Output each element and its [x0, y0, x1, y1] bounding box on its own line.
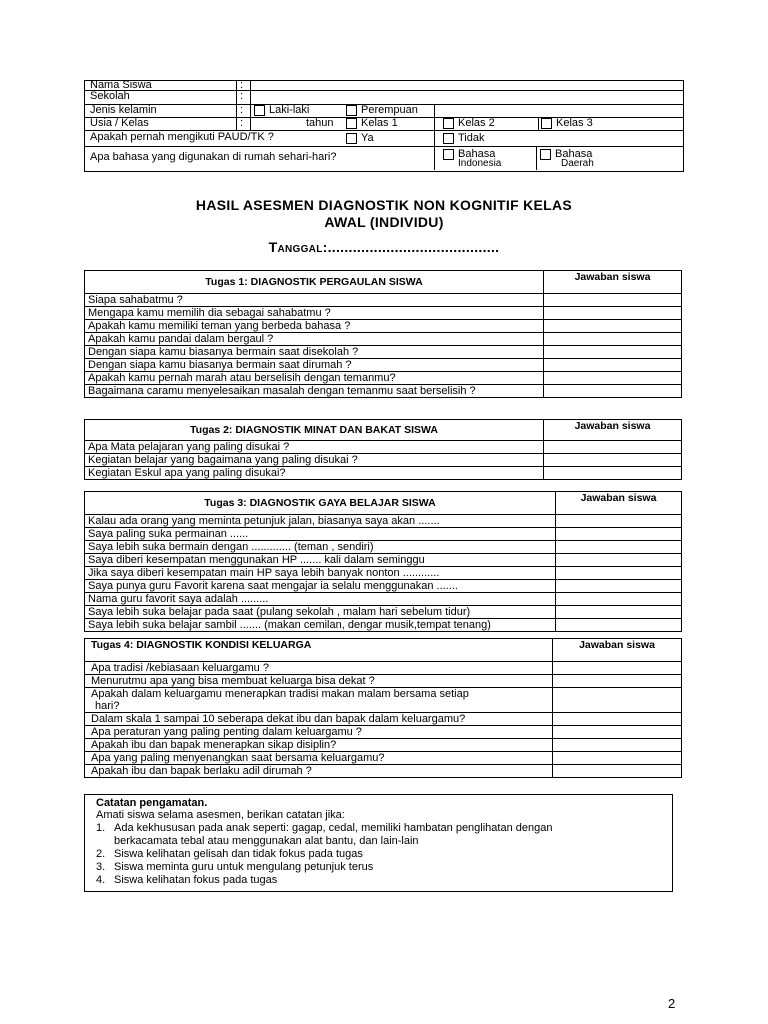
option-bahasa-daerah[interactable]: Bahasa: [540, 148, 592, 160]
catatan-item-number: 1.: [96, 822, 106, 834]
label-daerah: Daerah: [561, 158, 594, 169]
option-tidak[interactable]: Tidak: [443, 132, 485, 144]
catatan-intro: Amati siswa selama asesmen, berikan catatan jika:: [96, 809, 345, 821]
question-row: [85, 726, 682, 739]
question-text: Menurutmu apa yang bisa membuat keluarga bisa dekat ?: [85, 675, 553, 688]
question-row: [85, 619, 682, 632]
answer-cell[interactable]: [553, 739, 682, 752]
answer-header: Jawaban siswa: [544, 420, 682, 441]
answer-cell[interactable]: [544, 441, 682, 454]
question-text: Apa yang paling menyenangkan saat bersama keluargamu?: [85, 752, 553, 765]
checkbox-kelas-1[interactable]: [346, 118, 357, 129]
question-text: Apakah kamu pandai dalam bergaul ?: [85, 333, 544, 346]
question-text: Kalau ada orang yang meminta petunjuk jalan, biasanya saya akan .......: [85, 515, 556, 528]
answer-cell[interactable]: [553, 700, 682, 713]
colon: :: [240, 90, 244, 102]
colon: :: [240, 79, 244, 91]
label-usia-kelas: Usia / Kelas: [90, 117, 149, 129]
catatan-item-number: 4.: [96, 874, 106, 886]
catatan-box: [84, 794, 673, 892]
tugas4-table: [84, 638, 682, 778]
checkbox-kelas-2[interactable]: [443, 118, 454, 129]
question-row: [85, 554, 682, 567]
question-row: [85, 467, 682, 480]
label-nama-siswa: Nama Siswa: [90, 79, 152, 91]
answer-cell[interactable]: [544, 372, 682, 385]
tugas3-table: [84, 491, 682, 632]
catatan-item: [96, 848, 666, 861]
answer-cell[interactable]: [556, 580, 682, 593]
answer-cell[interactable]: [556, 541, 682, 554]
question-row: [85, 752, 682, 765]
catatan-item-line: Ada kekhususan pada anak seperti: gagap, cedal, memiliki hambatan penglihatan dengan: [114, 822, 553, 834]
question-text: Dalam skala 1 sampai 10 seberapa dekat ibu dan bapak dalam keluargamu?: [85, 713, 553, 726]
question-text: Apakah ibu dan bapak berlaku adil dirumah ?: [85, 765, 553, 778]
checkbox-bahasa-indonesia[interactable]: [443, 149, 454, 160]
answer-cell[interactable]: [556, 567, 682, 580]
answer-cell[interactable]: [544, 294, 682, 307]
answer-cell[interactable]: [544, 454, 682, 467]
answer-cell[interactable]: [556, 606, 682, 619]
question-row: [85, 739, 682, 752]
option-laki-laki[interactable]: Laki-laki: [254, 104, 309, 116]
option-bahasa-indonesia[interactable]: Bahasa: [443, 148, 495, 160]
page-title-line1: HASIL ASESMEN DIAGNOSTIK NON KOGNITIF KELAS: [195, 197, 573, 213]
answer-cell[interactable]: [553, 752, 682, 765]
question-text: Apakah dalam keluargamu menerapkan tradisi makan malam bersama setiap: [85, 688, 553, 701]
answer-cell[interactable]: [544, 320, 682, 333]
question-row: [85, 662, 682, 675]
answer-header: Jawaban siswa: [553, 639, 682, 662]
question-row: [85, 580, 682, 593]
catatan-list: [96, 822, 666, 887]
question-row: [85, 320, 682, 333]
answer-cell[interactable]: [553, 688, 682, 701]
label-paud: Apakah pernah mengikuti PAUD/TK ?: [90, 131, 274, 143]
question-row: [85, 528, 682, 541]
checkbox-bahasa-daerah[interactable]: [540, 149, 551, 160]
question-text: Saya lebih suka belajar pada saat (pulang sekolah , malam hari sebelum tidur): [85, 606, 556, 619]
option-kelas-1[interactable]: Kelas 1: [346, 117, 398, 129]
question-text: Nama guru favorit saya adalah .........: [85, 593, 556, 606]
question-text: Saya punya guru Favorit karena saat mengajar ia selalu menggunakan .......: [85, 580, 556, 593]
answer-cell[interactable]: [544, 346, 682, 359]
colon: :: [240, 104, 244, 116]
label-indonesia: Indonesia: [458, 158, 502, 169]
catatan-item-text: [114, 861, 666, 874]
question-text: Bagaimana caramu menyelesaikan masalah dengan temanmu saat berselisih ?: [85, 385, 544, 398]
label-sekolah: Sekolah: [90, 90, 130, 102]
catatan-item-line: Siswa kelihatan gelisah dan tidak fokus pada tugas: [114, 848, 363, 860]
question-row: [85, 675, 682, 688]
option-perempuan[interactable]: Perempuan: [346, 104, 418, 116]
catatan-item: [96, 874, 666, 887]
option-kelas-2[interactable]: Kelas 2: [443, 117, 495, 129]
question-text: Saya lebih suka belajar sambil ....... (makan cemilan, dengar musik,tempat tenang): [85, 619, 556, 632]
answer-cell[interactable]: [544, 467, 682, 480]
question-row: [85, 765, 682, 778]
question-row: [85, 441, 682, 454]
question-row: [85, 713, 682, 726]
question-text: Apakah kamu pernah marah atau berselisih dengan temanmu?: [85, 372, 544, 385]
catatan-item-text: [114, 848, 666, 861]
question-text: Saya lebih suka bermain dengan ............. (teman , sendiri): [85, 541, 556, 554]
tugas2-title: Tugas 2: DIAGNOSTIK MINAT DAN BAKAT SISWA: [85, 420, 544, 441]
question-text: Kegiatan Eskul apa yang paling disukai?: [85, 467, 544, 480]
question-text: Kegiatan belajar yang bagaimana yang paling disukai ?: [85, 454, 544, 467]
question-text: Siapa sahabatmu ?: [85, 294, 544, 307]
page-title-line2: AWAL (INDIVIDU): [324, 214, 444, 230]
label-jenis-kelamin: Jenis kelamin: [90, 104, 157, 116]
answer-cell[interactable]: [553, 662, 682, 675]
checkbox-laki-laki[interactable]: [254, 105, 265, 116]
question-row: [85, 346, 682, 359]
question-text: Jika saya diberi kesempatan main HP saya lebih banyak nonton ............: [85, 567, 556, 580]
question-text: Mengapa kamu memilih dia sebagai sahabatmu ?: [85, 307, 544, 320]
answer-cell[interactable]: [556, 515, 682, 528]
answer-cell[interactable]: [556, 528, 682, 541]
catatan-title: Catatan pengamatan.: [96, 797, 208, 809]
question-row: [85, 688, 682, 701]
question-row: [85, 359, 682, 372]
answer-cell[interactable]: [556, 593, 682, 606]
catatan-item-line: Siswa kelihatan fokus pada tugas: [114, 874, 278, 886]
label-tahun: tahun: [306, 117, 334, 129]
question-row: [85, 307, 682, 320]
tugas1-title: Tugas 1: DIAGNOSTIK PERGAULAN SISWA: [85, 271, 544, 294]
answer-cell[interactable]: [553, 713, 682, 726]
checkbox-ya[interactable]: [346, 133, 357, 144]
tugas1-table: [84, 270, 682, 398]
question-row: [85, 700, 682, 713]
label-bahasa-rumah: Apa bahasa yang digunakan di rumah sehari-hari?: [90, 151, 337, 163]
catatan-item-line: Siswa meminta guru untuk mengulang petunjuk terus: [114, 861, 374, 873]
colon: :: [240, 117, 244, 129]
answer-header: Jawaban siswa: [556, 492, 682, 515]
identity-table: [84, 80, 684, 172]
answer-cell[interactable]: [556, 554, 682, 567]
question-text: Saya paling suka permainan ......: [85, 528, 556, 541]
tanggal-field[interactable]: Tanggal:.........................................: [268, 239, 500, 255]
catatan-item-text: [114, 874, 666, 887]
question-row: [85, 541, 682, 554]
answer-cell[interactable]: [553, 765, 682, 778]
page-number: 2: [668, 996, 676, 1011]
catatan-item-line: berkacamata tebal atau menggunakan alat bantu, dan lain-lain: [114, 835, 419, 847]
question-text: Saya diberi kesempatan menggunakan HP ....... kali dalam seminggu: [85, 554, 556, 567]
question-row: [85, 515, 682, 528]
answer-cell[interactable]: [556, 619, 682, 632]
question-row: [85, 567, 682, 580]
checkbox-perempuan[interactable]: [346, 105, 357, 116]
tugas2-table: [84, 419, 682, 480]
question-row: [85, 454, 682, 467]
option-ya[interactable]: Ya: [346, 132, 374, 144]
answer-cell[interactable]: [553, 726, 682, 739]
answer-cell[interactable]: [544, 307, 682, 320]
question-text: Apa Mata pelajaran yang paling disukai ?: [85, 441, 544, 454]
question-text: Apakah ibu dan bapak menerapkan sikap disiplin?: [85, 739, 553, 752]
catatan-item-number: 2.: [96, 848, 106, 860]
catatan-item: [96, 822, 666, 848]
question-text: Dengan siapa kamu biasanya bermain saat dirumah ?: [85, 359, 544, 372]
checkbox-kelas-3[interactable]: [541, 118, 552, 129]
question-text: hari?: [85, 700, 553, 713]
answer-cell[interactable]: [544, 385, 682, 398]
question-row: [85, 333, 682, 346]
question-text: Apa tradisi /kebiasaan keluargamu ?: [85, 662, 553, 675]
tugas3-title: Tugas 3: DIAGNOSTIK GAYA BELAJAR SISWA: [85, 492, 556, 515]
option-kelas-3[interactable]: Kelas 3: [541, 117, 593, 129]
question-row: [85, 294, 682, 307]
answer-header: Jawaban siswa: [544, 271, 682, 294]
question-row: [85, 606, 682, 619]
question-row: [85, 385, 682, 398]
question-text: Apa peraturan yang paling penting dalam keluargamu ?: [85, 726, 553, 739]
answer-cell[interactable]: [544, 359, 682, 372]
tugas4-title: Tugas 4: DIAGNOSTIK KONDISI KELUARGA: [85, 639, 553, 662]
question-row: [85, 593, 682, 606]
checkbox-tidak[interactable]: [443, 133, 454, 144]
answer-cell[interactable]: [544, 333, 682, 346]
catatan-item-number: 3.: [96, 861, 106, 873]
question-text: Apakah kamu memiliki teman yang berbeda bahasa ?: [85, 320, 544, 333]
question-text: Dengan siapa kamu biasanya bermain saat disekolah ?: [85, 346, 544, 359]
catatan-item-text: [114, 822, 666, 848]
catatan-item: [96, 861, 666, 874]
answer-cell[interactable]: [553, 675, 682, 688]
question-row: [85, 372, 682, 385]
